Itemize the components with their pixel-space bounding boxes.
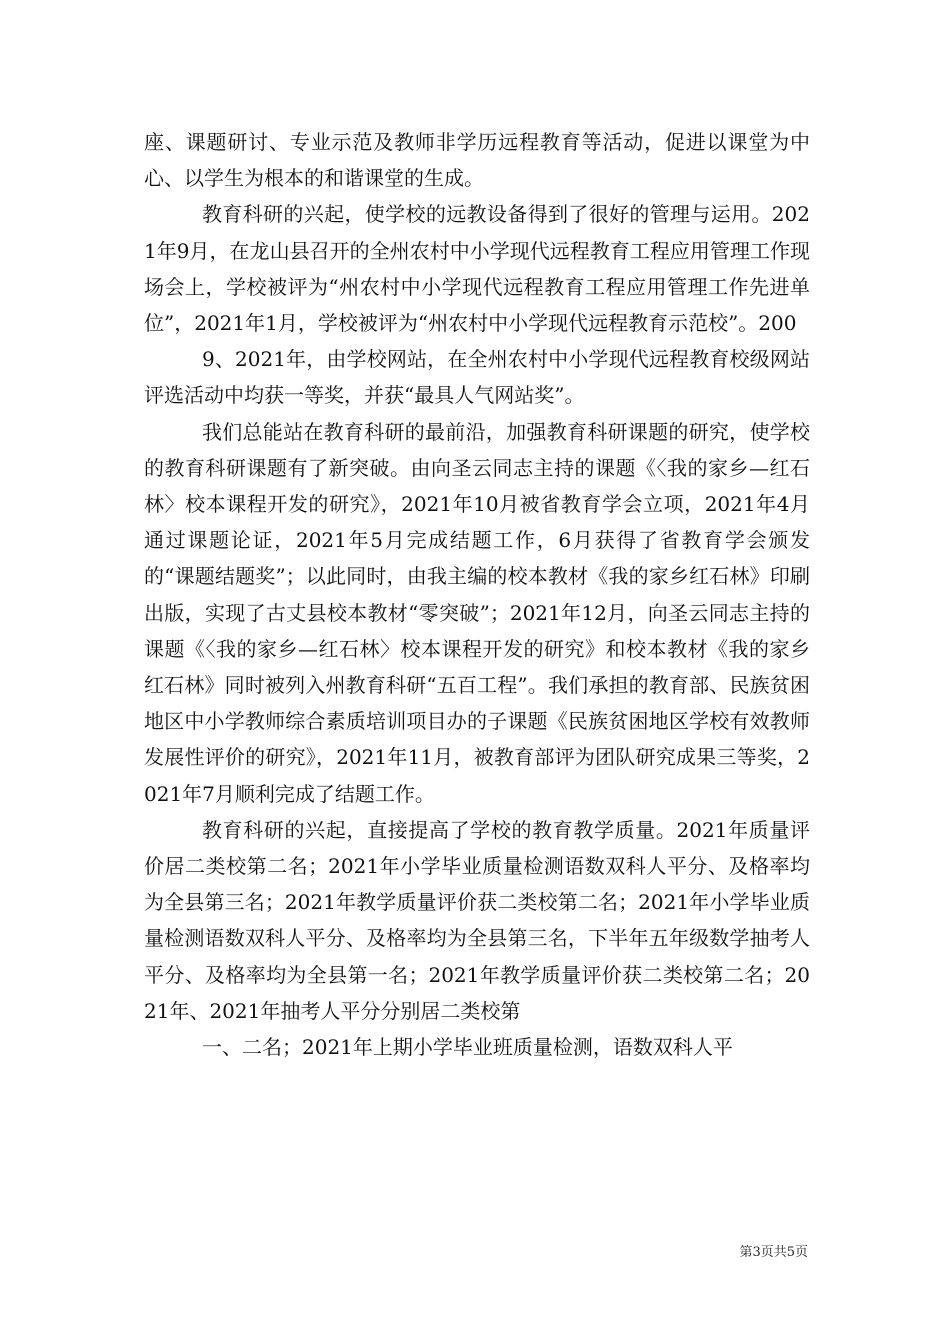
paragraph-4: 我们总能站在教育科研的最前沿，加强教育科研课题的研究，使学校的教育科研课题有了新突破。由向圣云同志主持的课题《〈我的家乡—红石林〉校本课程开发的研究》，2021年10月被省教育学会立项，2021年4月通过课题论证，2021年5月完成结题工作，6月获得了省教育学会颁发的“课题结题奖”；以此同时，由我主编的校本教材《我的家乡红石林》印刷出版，实现了古丈县校本教材“零突破”；2021年12月，向圣云同志主持的课题《〈我的家乡—红石林〉校本课程开发的研究》和校本教材《我的家乡红石林》同时被列入州教育科研“五百工程”。我们承担的教育部、民族贫困地区中小学教师综合素质培训项目办的子课题《民族贫困地区学校有效教师发展性评价的研究》，2021年11月，被教育部评为团队研究成果三等奖，2021年7月顺利完成了结题工作。 [144, 419, 810, 806]
page-number: 第3页共5页 [739, 1245, 808, 1260]
body-text [144, 124, 810, 1065]
paragraph-3: 9、2021年，由学校网站，在全州农村中小学现代远程教育校级网站评选活动中均获一等奖，并获“最具人气网站奖”。 [144, 347, 810, 408]
paragraph-5: 教育科研的兴起，直接提高了学校的教育教学质量。2021年质量评价居二类校第二名；2021年小学毕业质量检测语数双科人平分、及格率均为全县第三名；2021年教学质量评价获二类校第二名；2021年小学毕业质量检测语数双科人平分、及格率均为全县第三名，下半年五年级数学抽考人平分、及格率均为全县第一名；2021年教学质量评价获二类校第二名；2021年、2021年抽考人平分分别居二类校第 [144, 817, 810, 1023]
paragraph-6: 一、二名；2021年上期小学毕业班质量检测，语数双科人平 [202, 1035, 733, 1060]
paragraph-1: 座、课题研讨、专业示范及教师非学历远程教育等活动，促进以课堂为中心、以学生为根本的和谐课堂的生成。 [144, 130, 810, 191]
paragraph-2: 教育科研的兴起，使学校的远教设备得到了很好的管理与运用。2021年9月，在龙山县召开的全州农村中小学现代远程教育工程应用管理工作现场会上，学校被评为“州农村中小学现代远程教育工程应用管理工作先进单位”，2021年1月，学校被评为“州农村中小学现代远程教育示范校”。200 [144, 202, 810, 336]
